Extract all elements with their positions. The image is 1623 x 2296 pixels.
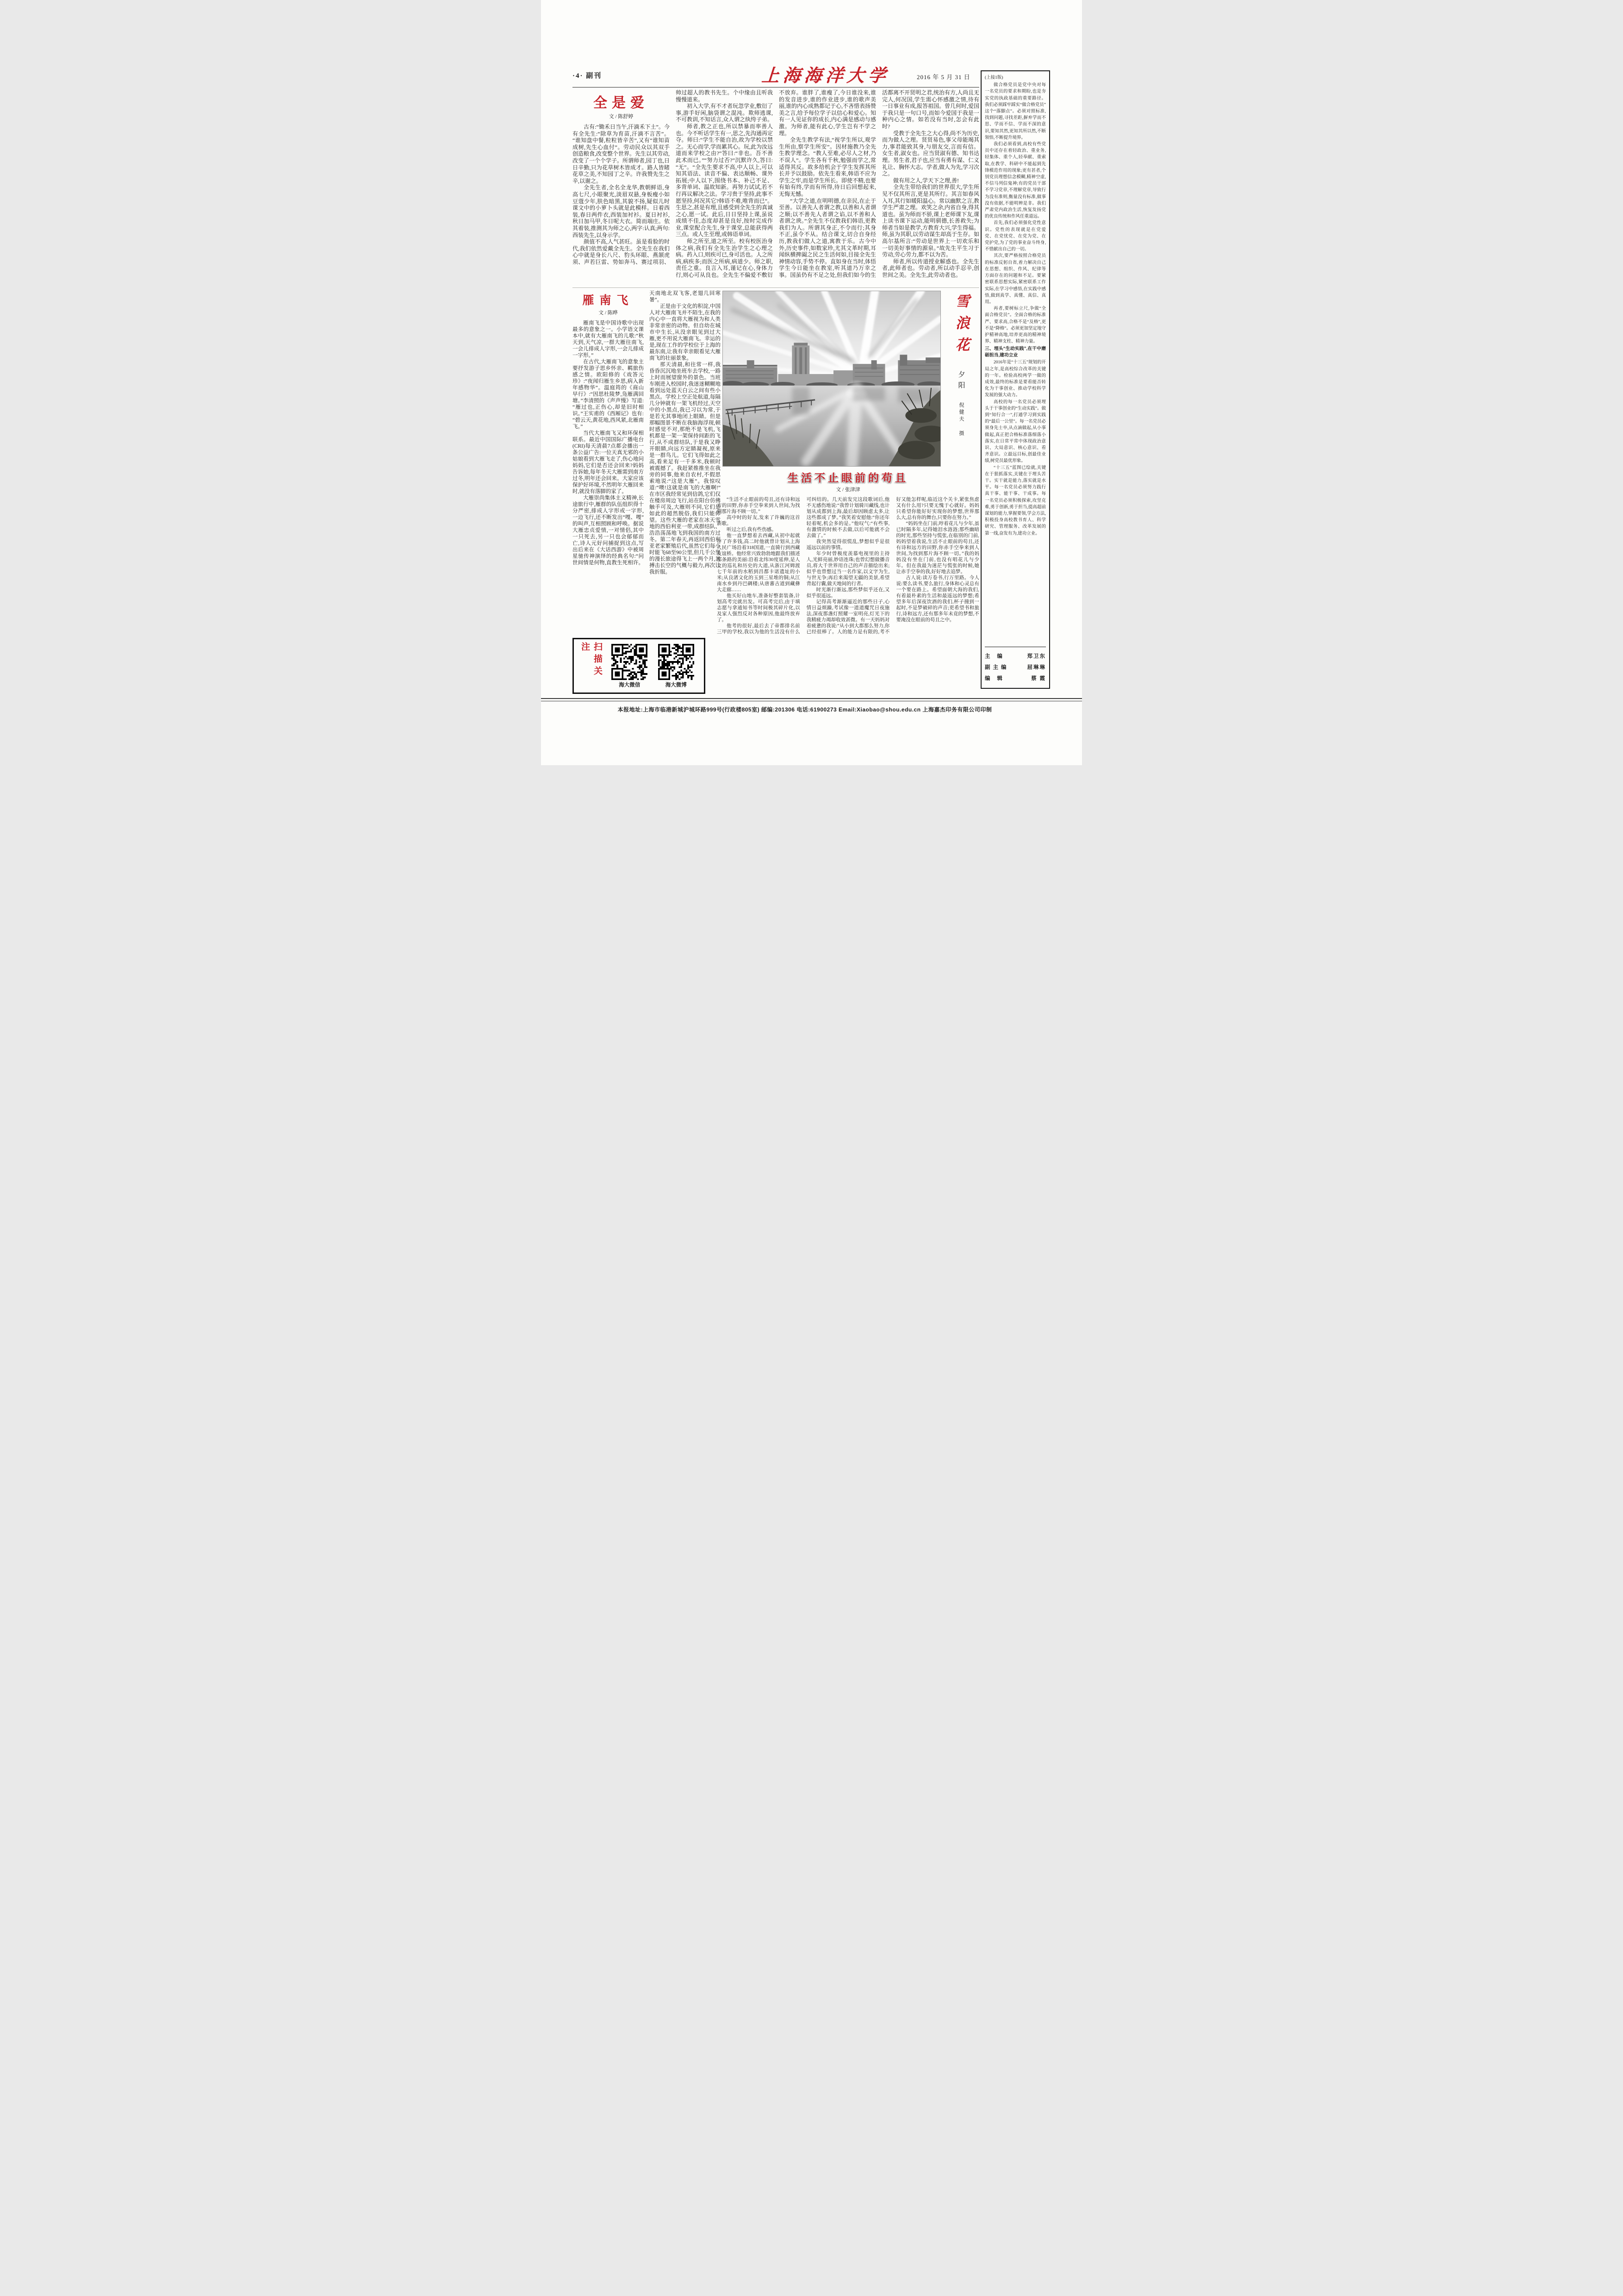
paragraph: 初入大学,有不才者玩忽学业,敷衍了事,游手好闲,脑袋谓之混沌。欺师逃课,不可教训,不知话言,众人谓之纨绔子弟。: [676, 103, 773, 123]
paragraph: 首先,我们必须强化党性意识。党性的表现就是在党爱党、在党忧党、在党为党、在党护党,为了党的事业奋斗终身,不惜献出自己的一切。: [985, 221, 1046, 252]
page-number: ·4·: [572, 72, 584, 80]
editor-name: 屈琳琳: [1027, 664, 1046, 670]
paragraph: 做有用之人,学天下之理,善!: [893, 177, 959, 184]
paragraph: 当代大雁南飞又和环保相联系。最近中国国际广播电台(CRI)每天清晨7点都会播出一条公益广告:一位天真无邪的小姑娘看到大雁飞走了,伤心地问妈妈,它们是否还会回来?妈妈告诉她,每年冬天大雁需到南方过冬,明年还会回来。大家应该保护好环境,不然明年大雁回来时,就没有落脚的家了。: [572, 430, 644, 494]
article-body: [572, 290, 721, 575]
paragraph: 大雁崇尚集体主义精神,长途旅行中,雁群的队伍组织得十分严密,排成人字形或一字形,一边飞行,还不断发出“嘎、嘎”的叫声,互相照顾和呼唤。据说大雁忠贞爱情,一对情侣,其中一只死去,另一只也会郁郁而亡,诗人元好问捕捉到这点,写出后来在《大话西游》中被周星驰传神演绎的经典名句:“问世间情是何物,直教生死相许。天南地北双飞客,老翅几回寒暑”。: [572, 291, 721, 566]
page-number-and-section: [572, 70, 602, 80]
editor-name: 蔡 霞: [1031, 675, 1046, 681]
editor-name: 郑卫东: [1027, 653, 1046, 659]
paragraph: 雁南飞是中国诗歌中出现最多的意象之一。小学语文课本中,就有大雁南飞的儿歌:“秋天到,天气凉,一群大雁往南飞,一会儿排成人字形,一会儿排成一字形。”: [572, 320, 644, 358]
photo-feature-side: [945, 293, 978, 493]
editor-row: [985, 673, 1046, 684]
photo-column-title: 雪浪花: [953, 293, 970, 359]
paragraph: 2016年是“十三五”规划的开局之年,是高校综合改革的关键的一年。检验高校两学一做的成效,最终的标准是要看能否转化为干事创业、推动学校科学发展的强大动力。: [985, 360, 1046, 398]
paragraph: “生活不止眼前的苟且,还有诗和远方的田野,你赤手空拳来到人世间,为找到那片海不顾一切。”: [717, 497, 800, 514]
photo-credit: 倪健夫 摄: [958, 402, 964, 437]
article-byline: 文 / 陈舒婷: [609, 114, 634, 119]
continuation-paragraphs-after: [985, 359, 1046, 537]
paragraph: 做合格党员是党中央对每一名党员的要求和期盼,也是夯实党的执政基础的重要路径。我们必须踩牢踩实“做合格党员”这个“落脚点”。必须对照标准,找到问题,寻找差距,摒弃学而不思、学而不信、学而不深的意识,要知其然,更知其所以然,不断领悟,不断提升境界。: [985, 83, 1046, 140]
article-all-is-love: [572, 89, 979, 286]
editor-role: 编 辑: [985, 675, 1005, 681]
article-byline: 文 / 陈晔: [598, 310, 618, 316]
paragraph: 古有:“锄禾日当午,汗滴禾下土”。今有全先生:“除草为育苗,汗滴不言苦”。“谁知盘中餐,粒粒皆辛苦”,又有“谁知苗成树,先生心血付”。劳动民众以其双手创造粮食,改变整个世界。先生以其劳动,改变了一个个学子。所谓师者,园丁也,日日辛勤,只为花草树木皆成才。路人皆睹花草之美,不知园丁之辛。许我赞先生之辛,以谢之。: [572, 124, 670, 184]
paragraph: 记得高考渐渐逼近的那些日子,心情日益烦躁,考试像一道道魔咒日夜施法,深夜那盏灯照耀一室明亮,灯光下的我精疲力竭却收效甚微。有一天妈妈对着疲惫的我说:“从小到大都那么努力,你已经很棒了。人的能力是有限的,考不好又能怎样呢,临近这个关卡,紧张焦虑又有什么用?只要无愧于心就好。妈妈只希望你能好好实现你的梦想,世界那么大,总有你的舞台,只要你在努力。”: [806, 497, 979, 635]
paragraph: “妈妈坐在门前,哼着花儿与少年,虽已时隔多年,记得她泪水涟涟;那些幽暗的时光,那些坚持与慌张,在临别的门前,妈妈望着我说,生活不止眼前的苟且,还有诗和远方的田野,你赤手空拳来到人世间,为找到那片海不顾一切。”我的妈妈没有坐在门前,也没有唱花儿与少年。但在我最为迷茫与慌张的时候,她让赤手空拳的我,好好地去追梦。: [896, 521, 979, 574]
paragraph: 全先生者,全名全龙华,教朝鲜语,身高七尺,小眼聚光,淡眉双悬,身板瘦小如豆蔻少年,肤色暗黑,其貌不扬,疑似儿时课文中的小萝卜头就是此模样。日着西装,春日两件衣,西装加衬衫。夏日衬衫,秋日加马甲,冬日呢大衣。简而端庄。依其着装,推测其为师之心,两字:认真;两句:西装先生,以身示学。: [572, 184, 670, 238]
paragraph: 再者,要树标立尺,争做“全面合格党员”。全面合格的标准严、要求高,合格不是“及格”,更不是“降格”。必须更加坚定地守护精神高地,培养更高的精神境界、精神支柱、精神力量。: [985, 306, 1046, 344]
article-title: 全是爱: [593, 95, 649, 111]
masthead-title: 上海海洋大学: [761, 66, 890, 86]
paragraph: 高中时的好友,发来了许巍的这首新歌。: [717, 515, 800, 526]
paragraph: 我突然觉得很慌乱,梦想似乎是很遥远以前的事情。: [806, 539, 890, 550]
issue-date: 2016 年 5 月 31 日: [917, 74, 970, 81]
paragraph: 时光渐行渐远,那些梦似乎还在,又似乎很遥远。: [806, 587, 890, 599]
section-label: 副刊: [586, 72, 602, 80]
paragraph: 我们必须看到,高校有些党员中还存在着轻政治、重业务,轻集体、重个人,轻奉献、重索取,在教学、科研中不能起到先锋模范作用的现象;更有甚者,个别党员理想信念模糊,精神空虚,不信马列信鬼神;有的党员干部不学习党章,不理解党章,导致行为没有准则,衡量没有标准,做事没有依据,不能明辨是非。我们严肃党内政治生活,恢复发扬党的优良传统和作风任重道远。: [985, 142, 1046, 219]
newspaper-page: [541, 0, 1082, 765]
editor-row: [985, 662, 1046, 673]
photo-title: 夕阳: [957, 371, 965, 392]
article-life-beyond: [717, 468, 979, 638]
footer-rule-thick: [541, 698, 1082, 699]
article-byline: 文 / 张津津: [836, 487, 860, 493]
editor-row: [985, 651, 1046, 662]
paragraph: 在古代,大雁南飞的意象主要抒发游子思乡怀亲、羁旅伤感之情。欧阳修的《戏答元珍》:“夜闻归雁生乡思,病入新年感物华”。温庭筠的《商山早行》:“因思杜陵梦,凫雁满回塘。”李清照的《声声慢》写道:“雁过也,正伤心,却是旧时相识。”王实甫的《西厢记》也有:“碧云天,黄花地,西风紧,北雁南飞。”: [572, 359, 644, 430]
paragraph: 受教于全先生之大心得,尚不为历史,而为做人之理。贤贤易色,事父母能竭其力,事君能致其身,与朋友交,言而有信。女生者,淑女也。应当贤淑有德、知书达理。男生者,君子也,应当有勇有谋、仁义礼让、胸怀大志。学者,做人为先,学习次之。: [882, 130, 979, 177]
paragraph: 师之所至,道之所至。校有校医治身体之病,我们有全先生治学生之心理之病。药入口,则疾可已,身可活也。人之所病,病疾多;而医之所病,病道少。师之职,责任之重。良言入耳,谨记在心,身体力行,则心可从良也。全先生不偏爱不敷衍不放弃。谁胖了,谁瘦了,今日谁没来,谁的发音进步,谁的作业进步,谁的歌声美丽,谁的内心成熟都记于心,不吝惜表扬赞美之言,给予每位学子以信心和爱心。知有一人见证你的成长,内心满是感动与感激。为师者,能有此心,学生岂有不学之理。: [676, 89, 877, 279]
paragraph: 年少时曾极度羡慕电视里的主持人,光鲜亮丽,妙语连珠;也曾幻想做播音员,将大千世界用自己的声音描绘出来;似乎也曾想过当一名作家,以文字为生,与世无争;再后来渴望无疆的美景,希望背起行囊,做天地间的行者。: [806, 551, 890, 586]
qr-follow-panel: [572, 638, 705, 694]
paragraph: 他考的很好,最后去了帝都排名前三甲的学校,我以为他的生活没有什么可纠结的。几天前发完这段歌词后,他不无感伤地说:“我曾计划骑川藏线,也计划从成都到上海,最后却因顾虑太多,让这些都成了梦。”我笑着安慰他:“你还年轻着呢,机会多的是。”他叹气:“有些事,有激情的时候不去做,以后可能就不会去做了。”: [717, 497, 890, 635]
paragraph: 古人说:读万卷书,行万里路。今人说:要么读书,要么旅行,身体和心灵总有一个要在路上。希望面朝大海的我们,有着最朴素的生活和最遥远的梦想;希望多年后深夜饮酒的我们,杯子撞到一起时,不是梦破碎的声音;更希望书和旅行,诗和远方,还有那多年未竟的梦想,不要淹没在眼前的苟且之中。: [896, 575, 979, 623]
paragraph: 师者,教之正也,所以禁暴而率善人也。今不听话学生有一,思之,先沟通再定夺。师曰:“学生不能自治,故为学校以禁之。无心而学,学而累其心。玩,此为汝远道而来学校之由?”答曰:“非也。吾不善此术而已。”“努力过否?”沉默许久,答曰:“无”。“全先生要求不高,中人以上,可以知其语法、读音不偏、表达顺畅、课外拓展;中人以下,围绕书本、补己不足、多背单词、温故知新。再努力试试,若不行再议解决之法。学习贵于坚持,此事不愿坚持,何况其它?韩语不难,唯背而已”。生思之,甚是有理,且感受到全先生的真诚之心,愿一试。此后,日日坚持上课,虽说成绩不佳,态度却甚是良好,按时完成作业,课堂配合先生,身于课堂,总能获得两三点。或人生至理,或韩语单词。: [676, 123, 773, 238]
paragraph: 他一直梦想着去西藏,从初中起就存了许多钱,高二时他就曾计划从上海人民广场沿着318国道,一直骑行到西藏友谊桥。他经常兴致勃勃地跟我们描述那条路的美丽:沿着北纬30度延伸,是人文的巡礼和历史的大道,从浙江河姆渡七千年前的水稻到昌都卡诺遗址的小米;从良渚文化的玉到三星堆的铜;从江南水乡到丹巴碉楼;从唐蕃古道到藏彝大走廊……: [717, 533, 800, 593]
continuation-paragraphs: [985, 82, 1046, 345]
paragraph: 全先生带给我们的世界很大,学生所见不仅其所言,更是其所行。其言如春风入耳,其行如暖阳温心。常以幽默之言,教学生严肃之理。欢笑之余,内省自身,得其道也。虽为师而不骄,课上老师课下友,课上读书课下运动,能明驯德,长善救失;为师者当如是教学,方教育大兴,学生得福。师,虽为其职,以劳动谋生却高于生存。如高尔基所言:“劳动是世界上一切欢乐和一切美好事情的源泉。”故先生平生习于劳动,劳心劳力,都不以为苦。: [882, 184, 979, 258]
wechat-qr-label: 海大微信: [619, 682, 640, 688]
article-title-block: [717, 468, 979, 497]
continuation-body: [985, 82, 1046, 643]
editors-block: [985, 647, 1046, 684]
wechat-qr-item: [606, 644, 653, 688]
article-title: 生活不止眼前的苟且: [788, 472, 908, 484]
paragraph: 那天清晨,和往常一样,我昏昏沉沉地坐班车去学校,一路上时而展望窗外的景色。当班车刚进入校园时,我迷迷糊糊地看到远处蓝天白云之间有些小黑点。学校上空正处航道,每隔几分钟就有一架飞机经过,天空中的小黑点,我已习以为常,于是若无其事地闭上眼睛。但是那幅图景不断在我脑海浮现,顿时感觉不对,那绝不是飞机,飞机都是一架一架保持间距的飞行,从不成群结队,于是我又睁开眼睛,向远方定睛凝视,原来是一群鸟儿。它们飞得如此之高,看来足有一千多米,我顿时被震撼了。我赶紧推推坐在我旁的同事,他来自农村,不假思索地说:“这是大雁”。我惊叹道:“噢!这就是南飞的大雁啊!”在市区我经常见到信鸽,它们仅在楼房周边飞行,站在阳台仿佛触手可及,大雁则不同,它们是如此的超然脱俗,我们只能仰望。这些大雁的老家在冰天雪地的西伯利亚一带,成群结队、浩浩荡荡地飞到我国的南方过冬。第二年春天,再返回西伯利亚老家繁殖后代,虽然它们每小时能飞68至90公里,但几千公里的漫长旅途得飞上一两个月,其搏击长空的气概与毅力,再次让我折服。: [649, 362, 721, 575]
scan-follow-label: 扫描关注: [580, 642, 602, 678]
article-title: 雁南飞: [582, 294, 634, 307]
editor-role: 副主编: [985, 664, 1009, 670]
paragraph: 全先生教学有法,“视学生所以,观学生所由,察学生所安”。因材施教乃全先生教学理念。“教人至难,必尽人之材,乃不误人”。学生各有千秋,勉强而学之,常适得其反。故多给机会于学生发挥其所长并予以鼓励。依先生看来,韩语不应为学生之牢,而是学生所长。即使不精,也要有始有终,学而有所得,待日后回想起来,无悔无憾。: [779, 137, 877, 197]
article-title-block: [572, 291, 644, 316]
weibo-qr-code: [658, 644, 694, 680]
paragraph: 正是由于文化的积淀,中国人对大雁南飞并不陌生,在我的内心中一直将大雁视为和人类非常亲密的动物。但自幼在城市中生长,从没亲眼见到过大雁,更不用说大雁南飞。幸运的是,现在工作的学校位于上海的最东南,让我有幸亲眼看见大雁南飞的壮丽景象。: [649, 304, 721, 361]
wechat-qr-code: [611, 644, 647, 680]
continuation-column: [981, 70, 1050, 689]
paragraph: “十三五”蓝图已绘就,关键在于狠抓落实,关键在于埋头苦干。实干就是能力,落实就是水平。每一名党员必须努力践行真干事、能干事、干成事。每一名党员必须积极探索,攻坚克难,勇于创新,勇于担当,提高超前谋划的能力,掌握要领,学会方法,积极投身高校教书育人、科学研究、管理服务、改革发展的第一线,奋发有为,建功立业。: [985, 465, 1046, 536]
imprint-line: 本报地址:上海市临港新城沪城环路999号(行政楼805室) 邮编:201306 电话:61900273 Email:Xiaobao@shou.edu.cn 上海嘉杰印务有限公司印制: [617, 706, 992, 713]
section-divider: [572, 287, 979, 288]
paragraph: 听过之后,我有些伤感。: [727, 527, 777, 532]
paragraph: 师者,所以传道授业解惑也。全先生者,此师者也。劳动者,所以动手忍辛,创世间之美。全先生,此劳动者也。: [882, 258, 979, 279]
continuation-subheading: 三、埋头“生动实践”,在干中磨砺担当,建功立业: [985, 346, 1046, 358]
article-geese-fly-south: [572, 290, 721, 636]
weibo-qr-item: [653, 644, 700, 688]
weibo-qr-label: 海大微博: [665, 682, 687, 688]
campus-lake-photo: [722, 291, 941, 467]
continued-from-note: (上接1版): [985, 75, 1003, 80]
paragraph: 颜值不高,人气甚旺。虽是看脸的时代,我们依然爱戴全先生。全先生在我们心中就是身长八尺、豹头环眼、燕颔虎须、声若巨雷、势如奔马、赛过项羽、帅过超人的教书先生。个中缘由且听我慢慢道来。: [572, 89, 773, 265]
paragraph: 其次,要严格按照合格党员的标准反躬自省,着力解决自己在思想、组织、作风、纪律等方面存在的问题和不足。要紧密联系思想实际,紧密联系工作实际,在学习中感悟,在实践中感悟,做到真学、真懂、真信、真用。: [985, 254, 1046, 305]
article-title-block: [572, 91, 670, 120]
paragraph: 他买好山地车,准备好整套装备,计划高考完就出发。可高考完后,由于填志愿与拿通知书等时间极其碎片化,以及家人强烈反对各种原因,他最终放弃了。: [717, 593, 800, 623]
article-body: [717, 497, 979, 635]
photo-illustration: [723, 291, 940, 466]
paragraph: 高校的每一名党员必须埋头于干事创业的“生动实践”。做到“知行合一”,打通学习到实践的“最后一公里”。每一名党员必须身先士卒,从点滴做起,从小事做起,真正把合格标准落细落小落实,在日常平常中体现政治意识、大局意识、核心意识、看齐意识。立最远目标,创最佳业绩,树党员最优形象。: [985, 399, 1046, 464]
paragraph: “大学之道,在明明德,在亲民,在止于至善。以善先人者谓之教,以善和人者谓之顺;以不善先人者谓之谄,以不善和人者谓之谀。”全先生不仅教我们韩语,更教我们为人。所谓其身正,不令而行;其身不正,虽令不从。结合课文,切合自身经历,教我们做人之道,寓教于乐。古今中外,历史事件,如数家珍,尤其文革时期,耳闻纵横捭阖之民之生活何如,目接全先生神情动容,手势不停。直如身在当时,体悟学生今日能坐在教室,听其道乃万幸之事。国虽仍有不足之处,但我们如今的生活都离不开贤明之君,统治有方,人尚且无完人,何况国,学生需心怀感激之情,待有一日事业有成,报答祖国。曾几何时,爱国于我只是一句口号,而如今爱国于我是一种内心之情。如若没有当时,怎会有此时?: [779, 89, 979, 279]
editor-role: 主 编: [985, 653, 1005, 659]
